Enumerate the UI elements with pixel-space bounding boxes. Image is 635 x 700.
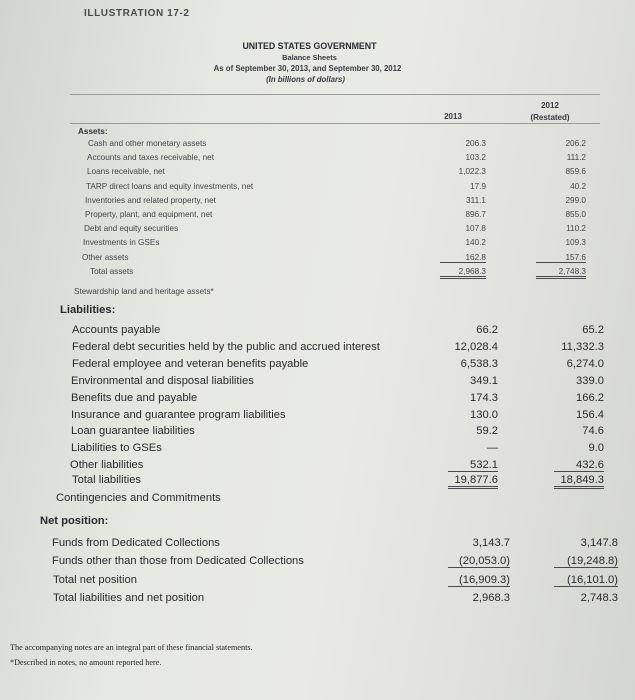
liability-row-label: Accounts payable [72,324,161,336]
statement-date: As of September 30, 2013, and September 30, 2012 [213,64,402,73]
liability-row-value-2012: 11,332.3 [561,340,604,353]
footnote-notes: The accompanying notes are an integral part of these financial statements. [10,643,253,652]
net-position-row-value-2012: 2,748.3 [580,591,618,604]
liability-row-value-2012: 9.0 [588,442,604,455]
stewardship-label: Stewardship land and heritage assets* [74,287,214,296]
statement-name: Balance Sheets [282,53,337,62]
asset-row-value-2012: 206.2 [565,139,586,148]
asset-row-value-2012: 110.2 [566,224,586,234]
liability-row-value-2013: — [486,442,498,455]
asset-row-value-2013: 206.3 [465,139,486,148]
net-position-heading: Net position: [40,515,109,527]
contingencies-label: Contingencies and Commitments [56,492,221,504]
asset-row-value-2013: 17.9 [470,181,486,191]
liability-row-value-2013: 349.1 [470,374,498,387]
asset-row-value-2012: 855.0 [565,210,586,219]
asset-row-label: Investments in GSEs [83,238,160,248]
net-position-row-value-2013: 2,968.3 [472,591,510,604]
footnote-asterisk: *Described in notes, no amount reported here. [10,658,162,667]
liabilities-heading: Liabilities: [60,304,116,316]
net-position-row-value-2013: (16,909.3) [448,574,510,587]
liability-row-label: Loan guarantee liabilities [71,425,195,438]
liability-row-value-2013: 59.2 [476,425,498,438]
asset-row-label: Inventories and related property, net [85,195,216,205]
statement-units: (In billions of dollars) [266,75,345,84]
asset-row-label: TARP direct loans and equity investments, net [86,181,254,191]
column-header-rule [70,123,600,124]
liability-row-value-2013: 12,028.4 [454,340,498,353]
liability-row-value-2012: 6,274.0 [566,357,604,370]
liability-row-label: Benefits due and payable [71,391,198,404]
total-assets-2013: 2,968.3 [440,267,486,279]
asset-row-value-2013: 140.2 [465,238,486,248]
asset-row-value-2012: 157.6 [536,253,586,263]
total-assets-2012: 2,748.3 [536,267,586,279]
liability-row-value-2012: 74.6 [582,425,604,438]
liability-row-value-2012: 339.0 [576,374,604,387]
liability-row-value-2013: 130.0 [470,408,498,421]
column-header-2012 [510,100,590,124]
net-position-row-label: Funds other than those from Dedicated Collections [52,555,304,568]
net-position-row-label: Funds from Dedicated Collections [52,537,220,549]
asset-row-value-2013: 311.1 [466,195,486,205]
total-liabilities-2012: 18,849.3 [554,474,604,489]
liability-row-value-2013: 174.3 [470,391,498,404]
header-rule [70,94,600,95]
asset-row-value-2012: 859.6 [565,167,586,177]
asset-row-value-2012: 109.3 [565,238,586,248]
liability-row-label: Federal debt securities held by the public and accrued interest [72,340,380,353]
liability-row-label: Other liabilities [70,459,144,472]
liability-row-value-2013: 6,538.3 [460,357,498,370]
asset-row-value-2012: 299.0 [565,195,586,205]
asset-row-label: Cash and other monetary assets [88,139,207,148]
liability-row-value-2012: 432.6 [554,459,604,472]
net-position-row-value-2013: 3,143.7 [472,537,510,549]
total-liabilities-2013: 19,877.6 [448,474,498,489]
liability-row-label: Insurance and guarantee program liabilities [71,408,286,421]
net-position-row-value-2012: (19,248.8) [554,555,618,568]
asset-row-label: Property, plant, and equipment, net [85,210,213,219]
asset-row-value-2012: 40.2 [570,181,586,191]
illustration-label: ILLUSTRATION 17-2 [84,8,190,19]
liability-row-value-2012: 65.2 [582,324,604,336]
assets-heading: Assets: [78,127,108,136]
column-header-2012-year: 2012 [541,101,559,110]
asset-row-label: Debt and equity securities [84,224,179,234]
asset-row-value-2012: 111.2 [566,153,586,163]
column-header-2012-note: (Restated) [530,113,570,122]
asset-row-label: Other assets [82,252,129,262]
entity-name: UNITED STATES GOVERNMENT [242,41,377,51]
total-liabilities-label: Total liabilities [72,474,142,486]
asset-row-value-2013: 107.8 [465,224,486,234]
net-position-row-value-2013: (20,053.0) [448,555,510,568]
asset-row-value-2013: 896.7 [465,210,486,219]
liability-row-value-2012: 156.4 [576,408,604,421]
net-position-row-value-2012: 3,147.8 [580,537,618,549]
liability-row-value-2012: 166.2 [576,391,604,404]
net-position-row-label: Total liabilities and net position [53,591,205,604]
net-position-row-value-2012: (16,101.0) [554,574,618,587]
asset-row-value-2013: 162.8 [440,253,486,263]
liability-row-label: Environmental and disposal liabilities [71,374,254,387]
total-assets-label: Total assets [90,267,134,276]
liability-row-label: Federal employee and veteran benefits payable [72,357,309,370]
column-header-2013: 2013 [444,112,462,121]
liability-row-label: Liabilities to GSEs [71,442,162,455]
net-position-row-label: Total net position [53,573,137,586]
asset-row-label: Accounts and taxes receivable, net [87,153,214,163]
asset-row-value-2013: 103.2 [465,153,486,163]
liability-row-value-2013: 66.2 [476,324,498,336]
asset-row-label: Loans receivable, net [87,167,165,177]
liability-row-value-2013: 532.1 [448,459,498,472]
asset-row-value-2013: 1,022.3 [458,167,486,177]
